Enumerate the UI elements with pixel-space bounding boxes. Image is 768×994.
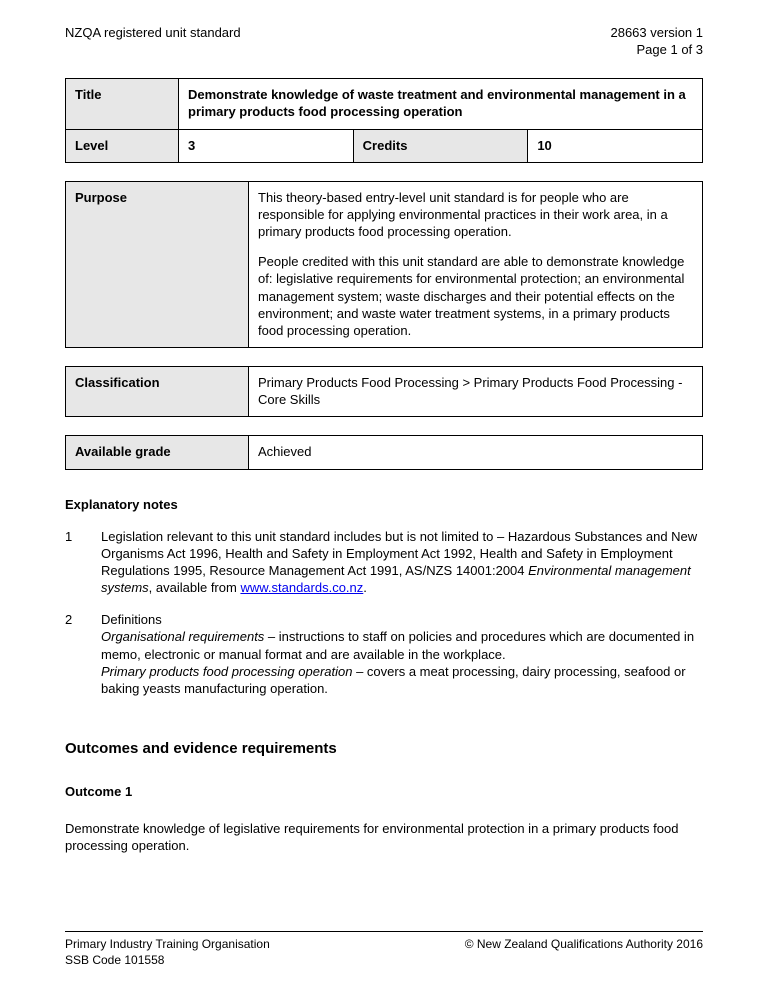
definition-1 [101, 628, 703, 662]
title-value: Demonstrate knowledge of waste treatment and environmental management in a primary products food processing operation [179, 79, 703, 129]
footer-copyright: © New Zealand Qualifications Authority 2016 [464, 936, 703, 951]
header-title: NZQA registered unit standard [65, 25, 241, 40]
classification-label: Classification [66, 367, 249, 417]
level-value: 3 [179, 129, 354, 162]
classification-table [65, 366, 703, 417]
available-grade-table [65, 435, 703, 469]
title-table [65, 78, 703, 162]
definition-2-text: – covers a meat processing, dairy processing, seafood or baking yeasts manufacturing operation. [101, 663, 686, 696]
note-1-number: 1 [65, 528, 73, 544]
note-2-number: 2 [65, 612, 73, 628]
doc-version: 28663 version 1 [610, 25, 703, 40]
definition-1-term: Organisational requirements [101, 629, 265, 645]
outcome-1-heading: Outcome 1 [65, 783, 133, 799]
note-1-italic-title: Environmental management systems [101, 562, 691, 596]
page-footer [65, 931, 703, 968]
purpose-value [249, 181, 703, 347]
available-grade-row [66, 436, 703, 469]
footer-ssb-code: SSB Code 101558 [65, 952, 165, 967]
credits-label: Credits [353, 129, 528, 162]
note-1-text-mid: , available from [148, 580, 241, 596]
outcomes-section-heading: Outcomes and evidence requirements [65, 740, 337, 758]
title-label: Title [66, 79, 179, 129]
definitions-heading: Definitions [101, 612, 162, 628]
definition-1-text: – instructions to staff on policies and procedures which are documented in memo, electronic or manual format and are available in the workplace. [101, 629, 695, 662]
page-number: Page 1 of 3 [636, 42, 703, 58]
purpose-paragraph-1: This theory-based entry-level unit standard is for people who are responsible for applying environmental practices in their work area, in a primary products food processing operation. [258, 189, 668, 240]
classification-row [66, 367, 703, 417]
definition-2-term: Primary products food processing operation [101, 663, 353, 679]
note-2-text [101, 611, 703, 697]
footer-left [65, 936, 270, 968]
footer-organisation: Primary Industry Training Organisation [65, 936, 270, 951]
header-meta [610, 24, 703, 58]
explanatory-notes-heading: Explanatory notes [65, 496, 178, 512]
title-row [66, 79, 703, 129]
classification-value: Primary Products Food Processing > Primary Products Food Processing - Core Skills [249, 367, 703, 417]
explanatory-note-2 [65, 611, 703, 697]
outcome-1-text: Demonstrate knowledge of legislative requirements for environmental protection in a primary products food processing operation. [65, 821, 679, 854]
explanatory-note-1 [65, 528, 703, 597]
note-1-text [101, 528, 703, 597]
note-1-text-before: Legislation relevant to this unit standard includes but is not limited to – Hazardous Substances and New Organisms Act 1996, Health and Safety in Employment Act 1992, Health and Safety in Employment Regulations 1995, Resource Management Act 1991, AS/NZS 14001:2004 [101, 528, 698, 578]
note-1-text-after: . [363, 580, 367, 596]
level-credits-row [66, 129, 703, 162]
page-header [65, 24, 703, 58]
purpose-label: Purpose [66, 181, 249, 347]
level-label: Level [66, 129, 179, 162]
definition-2 [101, 663, 703, 697]
standards-website-link[interactable]: www.standards.co.nz [240, 580, 364, 596]
purpose-row [66, 181, 703, 347]
purpose-table [65, 181, 703, 348]
purpose-paragraph-2: People credited with this unit standard are able to demonstrate knowledge of: legislative requirements for environmental protection; an environmental management system; waste discharges and their potential effects on the environment; and waste water treatment systems, in a primary products food processing operation. [258, 254, 685, 338]
credits-value: 10 [528, 129, 703, 162]
available-grade-label: Available grade [66, 436, 249, 469]
available-grade-value: Achieved [249, 436, 703, 469]
